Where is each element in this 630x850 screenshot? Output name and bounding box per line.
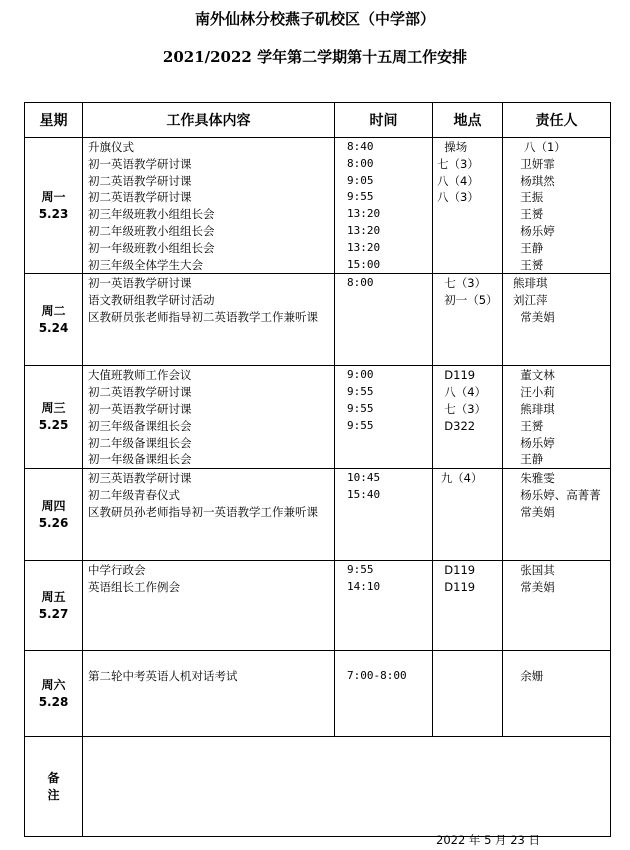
location-text bbox=[433, 223, 502, 240]
time-text: 13:20 bbox=[347, 223, 381, 237]
task-text: 升旗仪式 bbox=[88, 140, 134, 154]
time-text: 14:10 bbox=[347, 579, 381, 593]
content-cell bbox=[83, 561, 335, 651]
time-text: 15:00 bbox=[347, 257, 381, 271]
col-header-person: 责任人 bbox=[503, 103, 611, 138]
task-text: 区教研员孙老师指导初一英语教学工作兼听课 bbox=[88, 504, 318, 519]
location-text bbox=[433, 435, 502, 452]
time-text: 8:00 bbox=[347, 156, 374, 170]
col-header-time: 时间 bbox=[335, 103, 433, 138]
time-text: 8:00 bbox=[347, 276, 374, 290]
person-text: 王静 bbox=[513, 452, 544, 467]
task-text: 初二年级班教小组组长会 bbox=[88, 223, 215, 238]
time-cell bbox=[335, 366, 433, 469]
time-text: 9:55 bbox=[347, 418, 374, 432]
day-cell bbox=[25, 366, 83, 469]
task-text: 中学行政会 bbox=[88, 563, 146, 578]
day-row bbox=[25, 274, 611, 366]
content-cell bbox=[83, 469, 335, 561]
person-text: 杨琪然 bbox=[513, 173, 555, 188]
person-text: 董文林 bbox=[513, 368, 555, 383]
day-name: 周六 bbox=[41, 677, 66, 692]
person-text: 刘江萍 bbox=[513, 293, 548, 308]
person-cell bbox=[503, 561, 611, 651]
person-text: 八（1） bbox=[513, 140, 566, 154]
time-text: 9:55 bbox=[347, 385, 374, 399]
day-date: 5.26 bbox=[38, 515, 69, 530]
location-text: D119 bbox=[437, 579, 476, 594]
person-cell bbox=[503, 274, 611, 366]
day-row bbox=[25, 469, 611, 561]
location-text: 初一（5） bbox=[437, 293, 498, 308]
time-cell bbox=[335, 274, 433, 366]
person-text: 常美娟 bbox=[513, 504, 555, 519]
location-text bbox=[433, 487, 502, 504]
day-name: 周一 bbox=[41, 189, 66, 204]
task-text: 初三年级班教小组组长会 bbox=[88, 207, 215, 222]
location-text: D119 bbox=[437, 563, 476, 578]
task-text: 初一英语教学研讨课 bbox=[88, 276, 192, 291]
location-text bbox=[433, 504, 502, 521]
person-text: 余姗 bbox=[513, 669, 544, 684]
time-cell bbox=[335, 469, 433, 561]
location-text bbox=[433, 240, 502, 257]
day-cell bbox=[25, 651, 83, 737]
school-title: 南外仙林分校燕子矶校区（中学部） bbox=[194, 10, 435, 28]
col-header-content: 工作具体内容 bbox=[83, 103, 335, 138]
time-text: 9:05 bbox=[347, 173, 374, 187]
time-text: 8:40 bbox=[347, 140, 374, 153]
location-text bbox=[433, 668, 502, 685]
day-date: 5.28 bbox=[38, 694, 69, 709]
task-text: 初一年级班教小组组长会 bbox=[88, 240, 215, 255]
person-text: 杨乐婷 bbox=[513, 223, 555, 238]
task-text: 初二英语教学研讨课 bbox=[88, 190, 192, 205]
location-text bbox=[433, 257, 502, 274]
task-text: 区教研员张老师指导初二英语教学工作兼听课 bbox=[88, 309, 318, 324]
schedule-table bbox=[24, 102, 611, 837]
day-row bbox=[25, 138, 611, 274]
task-text: 初一英语教学研讨课 bbox=[88, 156, 192, 171]
time-text: 9:55 bbox=[347, 401, 374, 415]
content-cell bbox=[83, 366, 335, 469]
time-text bbox=[335, 504, 432, 521]
task-text: 初三年级全体学生大会 bbox=[88, 257, 203, 272]
content-cell bbox=[83, 651, 335, 737]
time-text: 9:55 bbox=[347, 190, 374, 204]
location-text: 八（4） bbox=[437, 173, 479, 188]
day-date: 5.25 bbox=[38, 418, 69, 433]
content-cell bbox=[83, 274, 335, 366]
header-row bbox=[25, 103, 611, 138]
task-text: 初三年级备课组长会 bbox=[88, 418, 192, 433]
person-text: 熊琲琪 bbox=[513, 401, 555, 416]
location-cell bbox=[433, 138, 503, 274]
day-cell bbox=[25, 469, 83, 561]
location-text bbox=[433, 206, 502, 223]
person-text: 杨乐婷、高菁菁 bbox=[513, 487, 601, 502]
person-text: 王赟 bbox=[513, 257, 544, 272]
person-text: 熊琲琪 bbox=[513, 276, 548, 291]
time-text: 13:20 bbox=[347, 240, 381, 254]
location-text: 操场 bbox=[437, 140, 468, 154]
person-cell bbox=[503, 366, 611, 469]
location-text: 八（3） bbox=[437, 190, 479, 205]
day-name: 周三 bbox=[41, 401, 66, 416]
schedule-title: 2021/2022 学年第二学期第十五周工作安排 bbox=[162, 48, 468, 66]
location-cell bbox=[433, 366, 503, 469]
location-cell bbox=[433, 561, 503, 651]
time-text: 10:45 bbox=[347, 471, 381, 485]
task-text: 初三英语教学研讨课 bbox=[88, 471, 192, 486]
day-name: 周四 bbox=[41, 498, 66, 513]
time-text bbox=[335, 435, 432, 452]
day-date: 5.27 bbox=[38, 606, 69, 621]
location-text: D119 bbox=[437, 368, 476, 383]
task-text: 第二轮中考英语人机对话考试 bbox=[88, 669, 238, 684]
day-row bbox=[25, 366, 611, 469]
task-text: 初二年级青春仪式 bbox=[88, 487, 180, 502]
location-cell bbox=[433, 469, 503, 561]
person-cell bbox=[503, 469, 611, 561]
time-text: 15:40 bbox=[347, 487, 381, 501]
location-text: 七（3） bbox=[437, 401, 487, 416]
time-cell bbox=[335, 561, 433, 651]
person-cell bbox=[503, 138, 611, 274]
person-text: 杨乐婷 bbox=[513, 435, 555, 450]
location-text bbox=[433, 451, 502, 468]
person-text: 卫妍霏 bbox=[513, 156, 555, 171]
day-cell bbox=[25, 274, 83, 366]
time-text: 7:00-8:00 bbox=[347, 669, 407, 683]
location-text: 七（3） bbox=[437, 276, 487, 291]
day-cell bbox=[25, 561, 83, 651]
location-text: D322 bbox=[437, 418, 476, 433]
person-text: 常美娟 bbox=[513, 309, 555, 324]
person-text: 王赟 bbox=[513, 418, 544, 433]
time-text bbox=[335, 451, 432, 468]
remark-row bbox=[25, 737, 611, 837]
task-text: 语文教研组教学研讨活动 bbox=[88, 293, 215, 308]
task-text: 初二英语教学研讨课 bbox=[88, 385, 192, 400]
day-row bbox=[25, 561, 611, 651]
task-text: 初一年级备课组长会 bbox=[88, 452, 192, 467]
day-name: 周五 bbox=[41, 589, 66, 604]
person-text: 汪小莉 bbox=[513, 385, 555, 400]
location-text: 八（4） bbox=[437, 385, 487, 400]
location-text: 七（3） bbox=[437, 156, 479, 171]
time-text: 9:55 bbox=[347, 563, 374, 577]
time-cell bbox=[335, 651, 433, 737]
content-cell bbox=[83, 138, 335, 274]
person-text: 朱雅雯 bbox=[513, 471, 555, 486]
location-text bbox=[433, 309, 502, 326]
time-text bbox=[335, 292, 432, 309]
day-name: 周二 bbox=[41, 303, 66, 318]
person-text: 王静 bbox=[513, 240, 544, 255]
person-cell bbox=[503, 651, 611, 737]
person-text: 王振 bbox=[513, 190, 544, 205]
task-text: 初一英语教学研讨课 bbox=[88, 401, 192, 416]
remark-label: 备 注 bbox=[25, 737, 83, 837]
time-text: 13:20 bbox=[347, 207, 381, 221]
task-text: 初二年级备课组长会 bbox=[88, 435, 192, 450]
person-text: 常美娟 bbox=[513, 579, 555, 594]
col-header-day: 星期 bbox=[25, 103, 83, 138]
task-text: 英语组长工作例会 bbox=[88, 579, 180, 594]
person-text: 王赟 bbox=[513, 207, 544, 222]
day-date: 5.24 bbox=[38, 320, 69, 335]
location-cell bbox=[433, 651, 503, 737]
time-cell bbox=[335, 138, 433, 274]
day-row bbox=[25, 651, 611, 737]
location-cell bbox=[433, 274, 503, 366]
col-header-location: 地点 bbox=[433, 103, 503, 138]
location-text: 九（4） bbox=[437, 471, 483, 486]
day-date: 5.23 bbox=[38, 206, 69, 221]
time-text bbox=[335, 309, 432, 326]
day-cell bbox=[25, 138, 83, 274]
footer-date: 2022 年 5 月 23 日 bbox=[436, 833, 540, 847]
task-text: 初二英语教学研讨课 bbox=[88, 173, 192, 188]
time-text: 9:00 bbox=[347, 368, 374, 382]
person-text: 张国其 bbox=[513, 563, 555, 578]
remark-content bbox=[83, 737, 611, 837]
task-text: 大值班教师工作会议 bbox=[88, 368, 192, 383]
